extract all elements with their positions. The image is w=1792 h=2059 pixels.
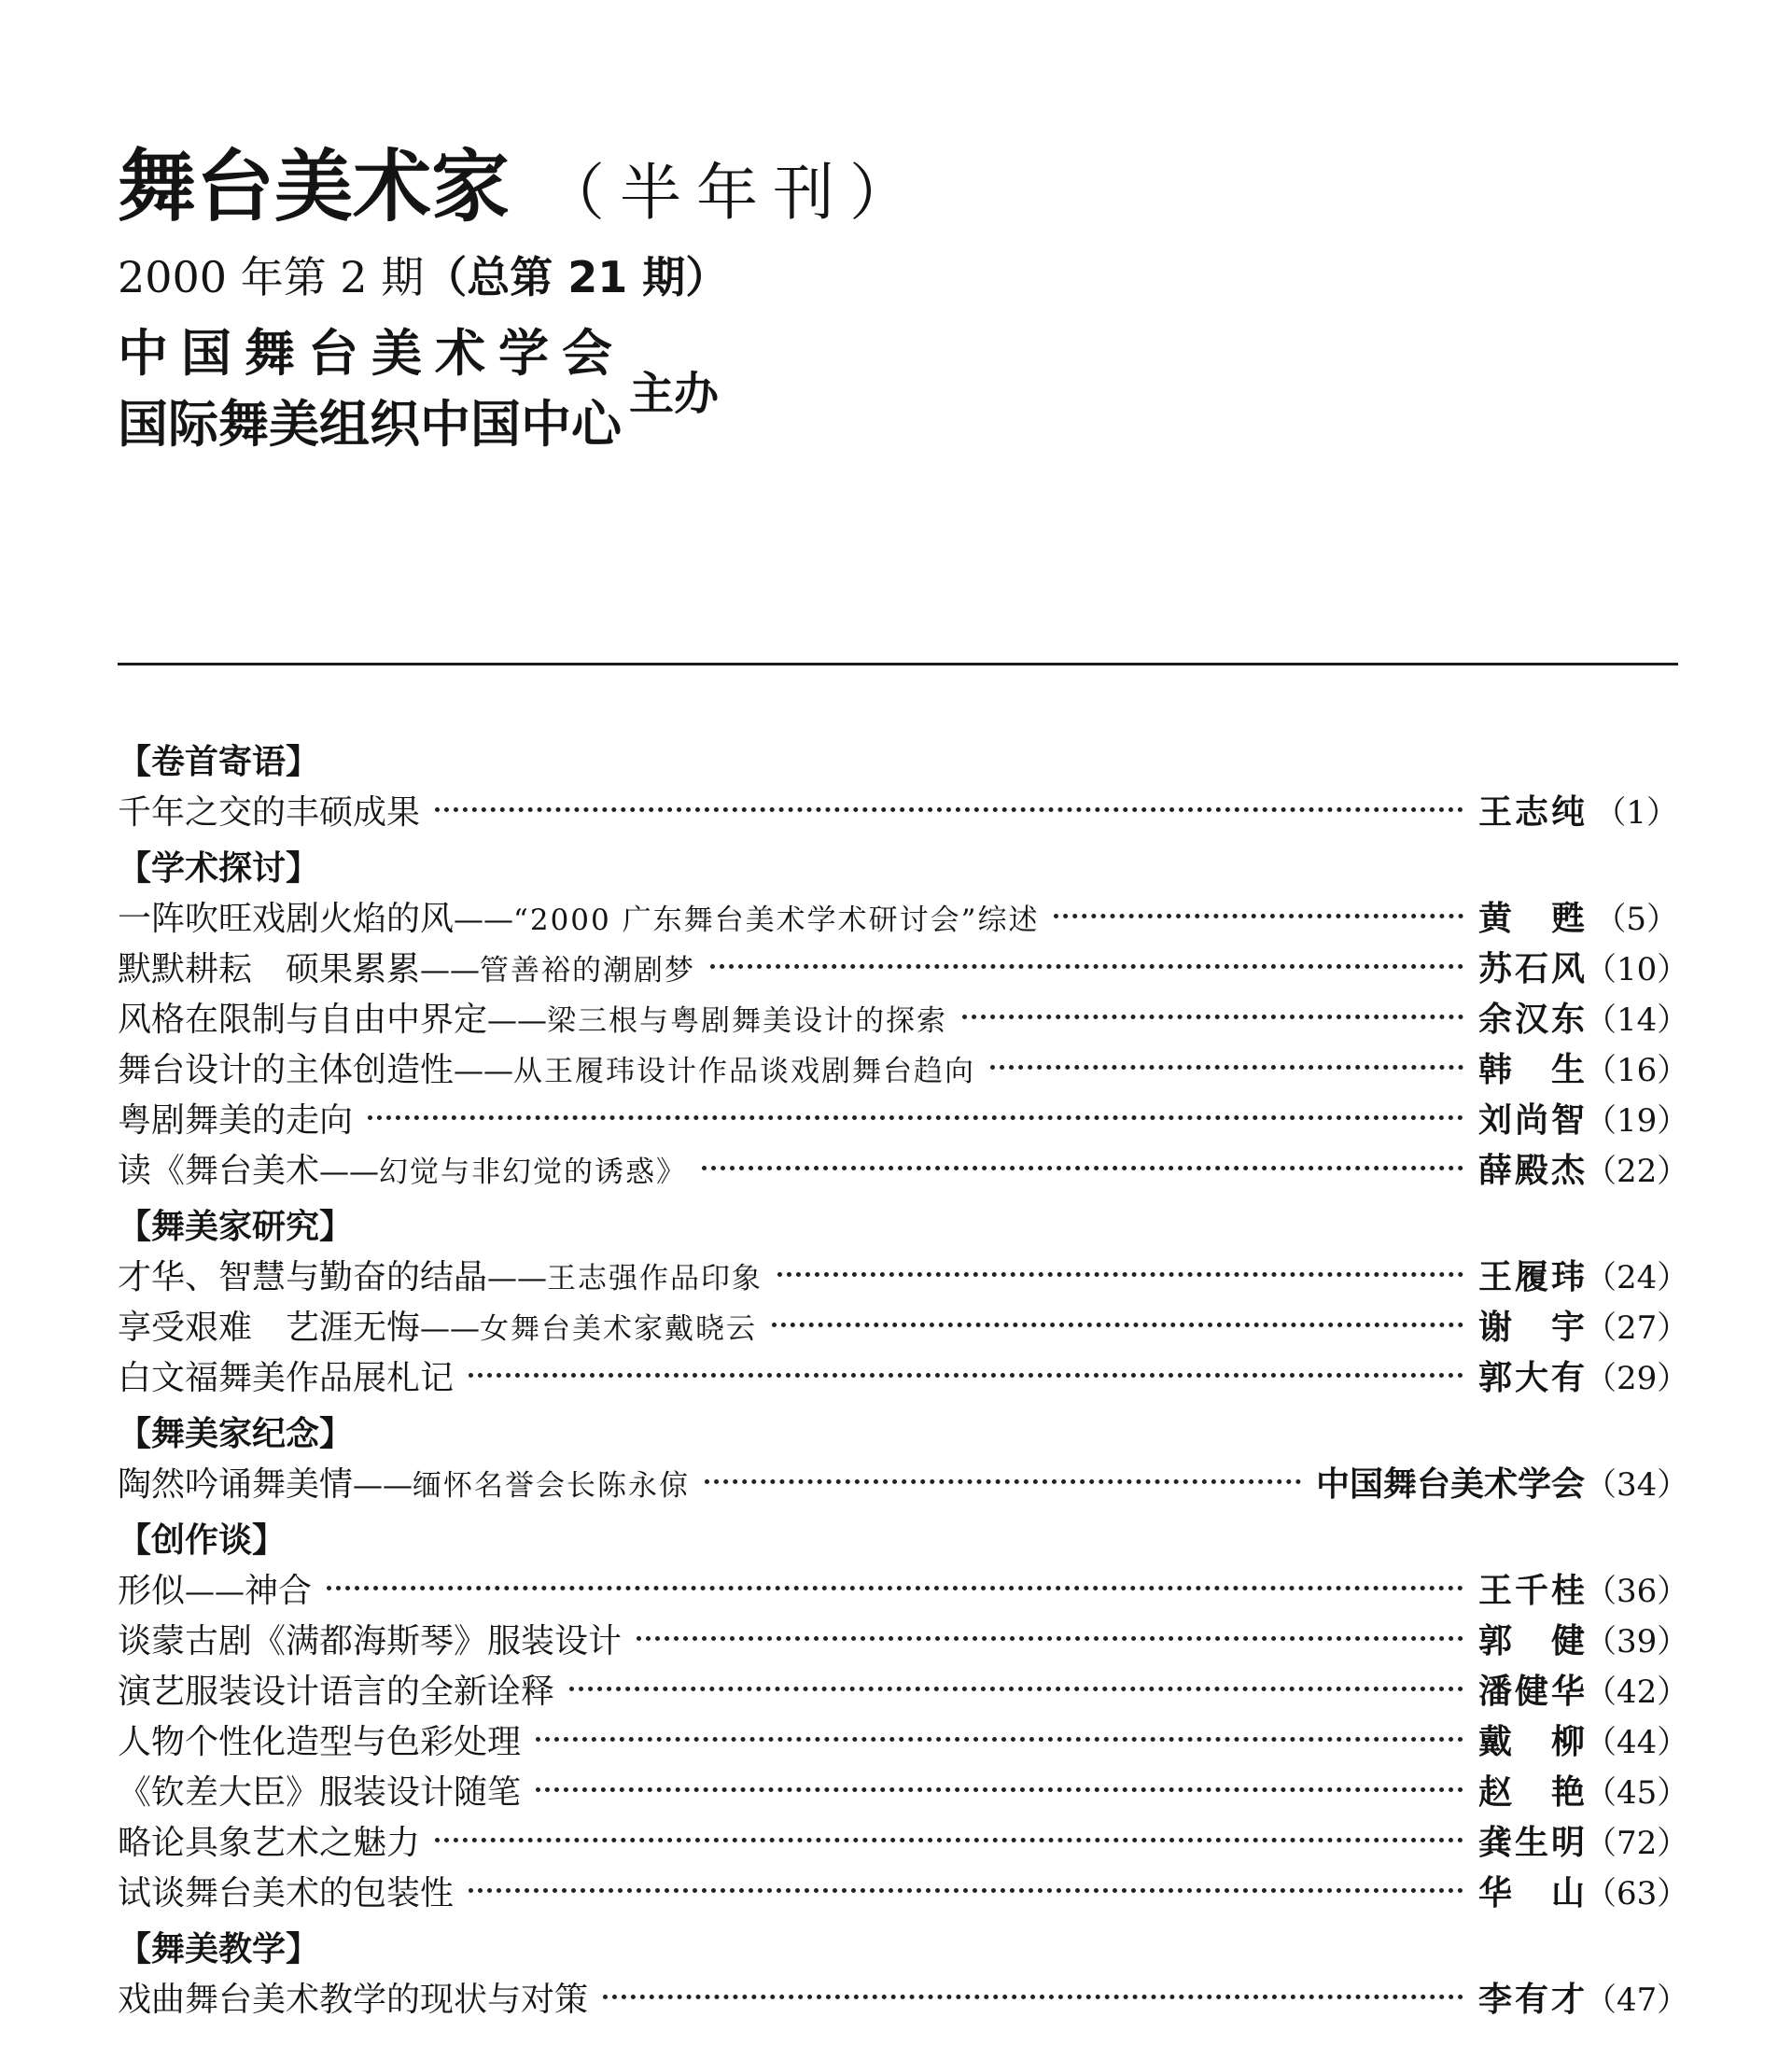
table-of-contents [118,737,1689,2025]
dot-leader [702,1166,1463,1170]
entry-author: 中国舞台美术学会 [1315,1465,1585,1504]
toc-entry[interactable] [118,1303,1689,1353]
entry-title: 人物个性化造型与色彩处理 [118,1723,522,1761]
issue-line [118,249,926,305]
toc-entry[interactable] [118,1146,1689,1197]
dot-leader [637,1636,1463,1641]
entry-page: （47） [1585,1982,1689,2019]
dot-leader [536,1787,1463,1792]
entry-subtitle: 梁三根与粤剧舞美设计的探索 [547,1004,948,1038]
issue-number: 2000 年第 2 期 [118,252,425,302]
entry-title: 一阵吹旺戏剧火焰的风 [118,900,455,938]
entry-author: 戴 柳 [1478,1723,1585,1761]
entry-page: （36） [1585,1573,1689,1610]
dot-leader [705,1479,1301,1484]
entry-page: （29） [1585,1360,1689,1397]
entry-author: 王千桂 [1478,1572,1585,1610]
toc-entry[interactable] [118,1353,1689,1404]
entry-page: （27） [1585,1310,1689,1347]
section-heading: 【学术探讨】 [118,849,320,888]
entry-title: 才华、智慧与勤奋的结晶 [118,1258,488,1296]
entry-page: （22） [1585,1153,1689,1190]
entry-author: 刘尚智 [1478,1101,1585,1140]
entry-author: 赵 艳 [1478,1773,1585,1812]
entry-title: 演艺服装设计语言的全新诠释 [118,1673,555,1711]
toc-entry[interactable] [118,1667,1689,1717]
organizers [118,318,926,460]
dot-leader [435,807,1463,812]
entry-page: （39） [1585,1623,1689,1660]
entry-page: （45） [1585,1774,1689,1812]
entry-dash: —— [454,1053,514,1088]
toc-entry[interactable] [118,995,1689,1045]
section-heading: 【舞美教学】 [118,1930,320,1968]
toc-entry[interactable] [118,894,1678,945]
entry-author: 王志纯 [1478,793,1585,832]
entry-author: 李有才 [1478,1981,1585,2019]
entry-dash: —— [353,1467,413,1503]
entry-title: 风格在限制与自由中界定 [118,1001,488,1039]
toc-entry[interactable] [118,945,1689,995]
entry-page: （24） [1585,1259,1689,1296]
entry-dash: —— [487,1002,548,1038]
dot-leader [777,1272,1463,1277]
entry-page: （10） [1585,951,1689,988]
toc-entry[interactable] [118,1975,1689,2025]
entry-page: （19） [1585,1102,1689,1140]
dot-leader [435,1838,1463,1842]
entry-subtitle: 管善裕的潮剧梦 [480,954,696,987]
entry-title: 读《舞台美术 [118,1152,320,1190]
dot-leader [327,1586,1463,1590]
entry-author: 韩 生 [1478,1051,1585,1089]
entry-author: 谢 宇 [1478,1309,1585,1347]
dot-leader [368,1115,1463,1120]
entry-title: 白文福舞美作品展札记 [118,1359,455,1397]
entry-title: 粤剧舞美的走向 [118,1101,354,1140]
entry-author: 王履玮 [1478,1258,1585,1296]
toc-entry[interactable] [118,788,1678,838]
toc-entry[interactable] [118,1617,1689,1667]
dot-leader [603,1995,1463,1999]
toc-entry[interactable] [118,1818,1689,1869]
dot-leader [990,1065,1463,1070]
entry-title: 戏曲舞台美术教学的现状与对策 [118,1981,589,2019]
dot-leader [569,1687,1463,1691]
toc-entry[interactable] [118,1253,1689,1303]
toc-entry[interactable] [118,1768,1689,1818]
entry-page: （34） [1585,1466,1689,1504]
dot-leader [536,1737,1463,1742]
magazine-title [118,140,926,240]
dot-leader [962,1015,1463,1019]
entry-subtitle: 缅怀名誉会长陈永倞 [413,1469,691,1503]
entry-title: 试谈舞台美术的包装性 [118,1874,455,1912]
toc-entry[interactable] [118,1869,1689,1919]
entry-page: （14） [1585,1001,1689,1039]
title-subtitle: （半年刊） [543,157,927,229]
entry-page: （5） [1594,901,1678,938]
section-heading: 【创作谈】 [118,1521,287,1560]
entry-dash: —— [185,1574,245,1609]
dot-leader [469,1373,1463,1378]
entry-dash: —— [319,1154,380,1189]
entry-title: 舞台设计的主体创造性 [118,1051,455,1089]
entry-title: 千年之交的丰硕成果 [118,793,421,832]
issue-total: （总第 21 期） [424,252,729,302]
organizer-2: 国际舞美组织中国中心 [118,395,622,454]
entry-title: 享受艰难 艺涯无悔 [118,1309,421,1347]
entry-title: 谈蒙古剧《满都海斯琴》服装设计 [118,1622,623,1660]
masthead [118,140,926,460]
entry-subtitle: 从王履玮设计作品谈戏剧舞台趋向 [513,1055,976,1088]
entry-author: 郭大有 [1478,1359,1585,1397]
entry-subtitle: “2000 广东舞台美术学术研讨会”综述 [513,903,1040,937]
entry-subtitle: 王志强作品印象 [547,1262,763,1296]
entry-author: 潘健华 [1478,1673,1585,1711]
entry-title: 略论具象艺术之魅力 [118,1824,421,1862]
entry-dash: —— [420,1310,481,1346]
section-heading: 【舞美家纪念】 [118,1415,354,1453]
entry-title: 默默耕耘 硕果累累 [118,950,421,988]
entry-author: 苏石风 [1478,950,1585,988]
toc-entry[interactable] [118,1566,1689,1617]
entry-page: （63） [1585,1875,1689,1912]
toc-entry[interactable] [118,1460,1689,1510]
entry-author: 余汉东 [1478,1001,1585,1039]
entry-title: 形似 [118,1572,186,1610]
entry-author: 薛殿杰 [1478,1152,1585,1190]
entry-subtitle: 女舞台美术家戴晓云 [480,1312,758,1346]
entry-title-tail: 神合 [245,1572,313,1610]
entry-author: 龚生明 [1478,1824,1585,1862]
entry-author: 华 山 [1478,1874,1585,1912]
toc-entry[interactable] [118,1096,1689,1146]
entry-dash: —— [487,1260,548,1296]
dot-leader [772,1323,1463,1327]
organizer-suffix: 主办 [629,367,720,420]
section-heading: 【卷首寄语】 [118,743,320,781]
entry-author: 黄 甦 [1478,900,1585,938]
title-text: 舞台美术家 [118,141,511,232]
section-heading: 【舞美家研究】 [118,1208,354,1246]
dot-leader [710,964,1463,969]
entry-page: （44） [1585,1724,1689,1761]
entry-page: （72） [1585,1825,1689,1862]
header-divider [118,663,1678,665]
entry-dash: —— [420,952,481,987]
entry-title: 《钦差大臣》服装设计随笔 [118,1773,522,1812]
entry-author: 郭 健 [1478,1622,1585,1660]
entry-page: （1） [1594,794,1678,832]
entry-subtitle: 幻觉与非幻觉的诱惑》 [379,1156,688,1189]
dot-leader [1054,914,1463,918]
toc-entry[interactable] [118,1717,1689,1768]
dot-leader [469,1888,1463,1893]
entry-dash: —— [454,902,514,937]
entry-title: 陶然吟诵舞美情 [118,1465,354,1504]
toc-entry[interactable] [118,1045,1689,1096]
entry-page: （42） [1585,1674,1689,1711]
organizer-1: 中国舞台美术学会 [118,324,625,383]
entry-page: （16） [1585,1052,1689,1089]
